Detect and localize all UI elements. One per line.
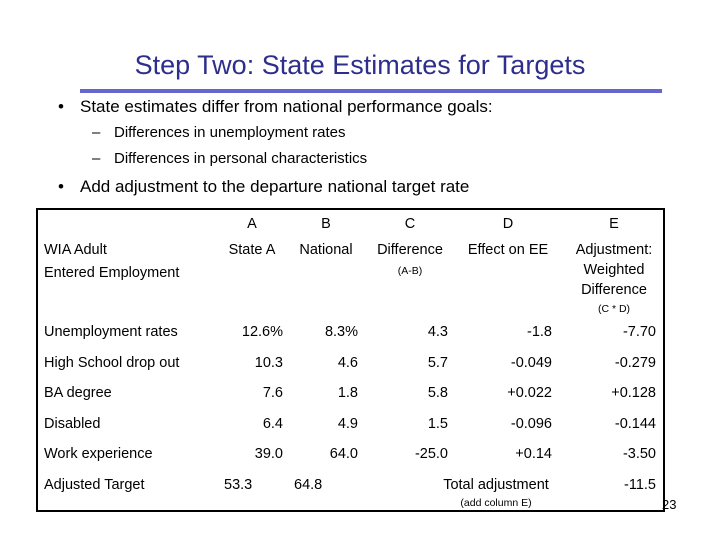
- slide-title: [0, 50, 720, 81]
- col-header-difference-sub: (A-B): [397, 265, 423, 277]
- title-prefix: Step Two:: [134, 50, 255, 80]
- cell-difference: 1.5: [427, 416, 448, 432]
- cell-national: 1.8: [337, 385, 358, 401]
- bullet-2: [58, 177, 469, 197]
- title-rest: State Estimates for Targets: [254, 50, 586, 80]
- page-number: 23: [662, 497, 677, 512]
- col-header-adjustment-3: Difference: [581, 282, 647, 298]
- bullet-glyph: •: [58, 97, 64, 116]
- row-label: BA degree: [44, 385, 112, 401]
- sub-bullet-2: [92, 150, 367, 167]
- sub-bullet-1: [92, 124, 346, 141]
- footer-label: Adjusted Target: [44, 477, 145, 493]
- cell-adjustment: -0.144: [614, 416, 656, 432]
- cell-adjustment: -3.50: [622, 446, 656, 462]
- cell-national: 4.9: [337, 416, 358, 432]
- col-header-state: State A: [228, 242, 276, 258]
- cell-national: 64.0: [329, 446, 358, 462]
- cell-state: 39.0: [254, 446, 283, 462]
- footer-state: 53.3: [224, 477, 253, 493]
- cell-state: 12.6%: [241, 324, 283, 340]
- cell-adjustment: +0.128: [611, 385, 656, 401]
- col-letter-c: C: [404, 216, 416, 232]
- cell-effect: -1.8: [527, 324, 552, 340]
- cell-effect: -0.096: [510, 416, 552, 432]
- col-header-adjustment-2: Weighted: [583, 262, 645, 278]
- cell-difference: -25.0: [414, 446, 448, 462]
- cell-state: 10.3: [254, 355, 283, 371]
- row-label: Disabled: [44, 416, 101, 432]
- cell-effect: +0.14: [515, 446, 552, 462]
- col-letter-a: A: [247, 216, 257, 232]
- row-label: Unemployment rates: [44, 324, 178, 340]
- footer-national: 64.8: [294, 477, 323, 493]
- cell-effect: +0.022: [507, 385, 552, 401]
- bullet-glyph: •: [58, 177, 64, 196]
- col-header-effect: Effect on EE: [467, 242, 549, 258]
- col-header-adjustment-sub: (C * D): [597, 303, 631, 315]
- row-label: High School drop out: [44, 355, 180, 371]
- col-header-adjustment-1: Adjustment:: [575, 242, 653, 258]
- sub-bullet-1-text: Differences in unemployment rates: [114, 124, 346, 141]
- title-underline: [80, 89, 662, 93]
- row-header-line-1: WIA Adult: [44, 242, 107, 258]
- col-header-difference: Difference: [377, 242, 443, 258]
- row-header-line-2: Entered Employment: [44, 265, 180, 281]
- col-letter-e: E: [609, 216, 619, 232]
- cell-difference: 5.8: [427, 385, 448, 401]
- total-adjustment-label: Total adjustment: [443, 477, 549, 493]
- total-adjustment-sub: (add column E): [460, 497, 532, 509]
- cell-effect: -0.049: [510, 355, 552, 371]
- row-label: Work experience: [44, 446, 153, 462]
- col-letter-d: D: [502, 216, 514, 232]
- col-header-national: National: [299, 242, 353, 258]
- col-letter-b: B: [321, 216, 331, 232]
- cell-difference: 5.7: [427, 355, 448, 371]
- bullet-2-text: Add adjustment to the departure national target rate: [80, 177, 470, 196]
- cell-state: 7.6: [262, 385, 283, 401]
- cell-national: 4.6: [337, 355, 358, 371]
- dash-glyph: –: [92, 150, 101, 167]
- cell-adjustment: -7.70: [622, 324, 656, 340]
- bullet-1: [58, 97, 493, 117]
- sub-bullet-2-text: Differences in personal characteristics: [114, 150, 368, 167]
- dash-glyph: –: [92, 124, 101, 141]
- cell-adjustment: -0.279: [614, 355, 656, 371]
- cell-difference: 4.3: [427, 324, 448, 340]
- total-adjustment-value: -11.5: [624, 477, 656, 493]
- cell-national: 8.3%: [324, 324, 358, 340]
- estimates-table: [36, 208, 665, 512]
- bullet-1-text: State estimates differ from national performance goals:: [80, 97, 493, 116]
- cell-state: 6.4: [262, 416, 283, 432]
